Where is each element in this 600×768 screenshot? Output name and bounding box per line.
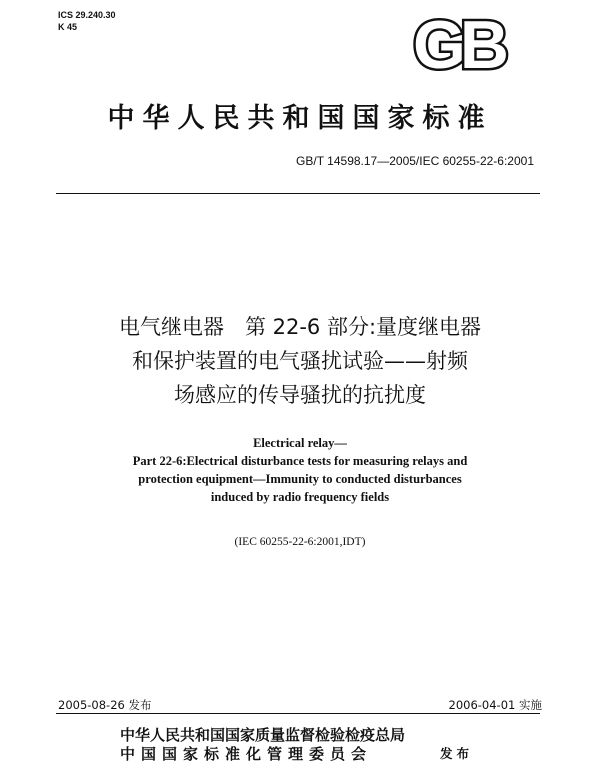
english-title-line: protection equipment—Immunity to conducted disturbances — [138, 472, 462, 486]
issuer-aqsiq: 中华人民共和国国家质量监督检验检疫总局 — [120, 726, 406, 744]
chinese-title-line: 场感应的传导骚扰的抗扰度 — [174, 383, 426, 407]
issued-label: 发布 — [440, 746, 474, 761]
issuing-bodies — [120, 726, 405, 764]
standard-type: 中华人民共和国国家标准 — [107, 103, 493, 134]
english-title — [0, 434, 600, 506]
bottom-divider — [56, 713, 540, 714]
english-title-line: Part 22-6:Electrical disturbance tests for measuring relays and — [132, 454, 468, 468]
classification-codes — [58, 9, 116, 33]
standard-code: GB/T 14598.17—2005/IEC 60255-22-6:2001 — [296, 154, 534, 168]
chinese-title-line: 电气继电器 第 22-6 部分:量度继电器 — [118, 315, 482, 339]
ccs-code: K 45 — [58, 22, 78, 32]
ics-code: ICS 29.240.30 — [58, 10, 116, 20]
chinese-title-line: 和保护装置的电气骚扰试验——射频 — [132, 349, 468, 373]
english-title-line: induced by radio frequency fields — [210, 490, 390, 504]
top-divider — [56, 193, 540, 194]
equivalence-statement: (IEC 60255-22-6:2001,IDT) — [234, 536, 366, 548]
issue-date: 2005-08-26 发布 — [58, 698, 152, 712]
implementation-date: 2006-04-01 实施 — [448, 698, 542, 712]
gb-logo-text: GB — [413, 14, 503, 74]
english-title-line: Electrical relay— — [253, 436, 347, 450]
chinese-title — [0, 310, 600, 412]
gb-logo — [390, 14, 526, 74]
issuer-sac: 中国国家标准化管理委员会 — [120, 745, 373, 763]
